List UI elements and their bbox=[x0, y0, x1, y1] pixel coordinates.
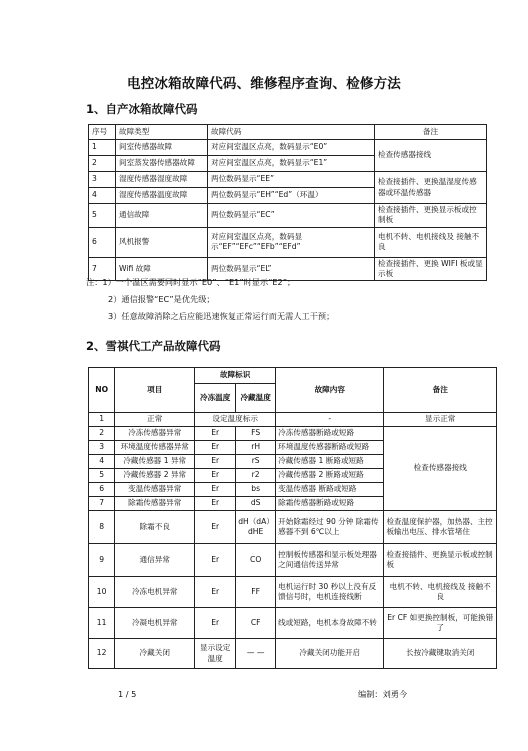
fault-code: 两位数码显示“EL” bbox=[208, 257, 375, 281]
refrig-code: — — bbox=[236, 639, 276, 669]
header-item: 项目 bbox=[115, 368, 195, 413]
freeze-code: Er bbox=[195, 455, 236, 469]
refrig-code: rS bbox=[236, 455, 276, 469]
freeze-code: Er bbox=[195, 427, 236, 441]
freeze-code: Er bbox=[195, 544, 236, 577]
fault-content: 除霜传感器断路或短路 bbox=[276, 497, 384, 511]
fault-code: 对应间室温区点亮，数码显示“E0” bbox=[208, 140, 375, 156]
fault-content: 电机运行时 30 秒以上没有反馈信号时，电机连接线断 bbox=[276, 577, 384, 608]
table-row-no: 3 bbox=[89, 441, 115, 455]
section1-heading: 1、自产冰箱故障代码 bbox=[86, 102, 198, 116]
fault-type: Wifi 故障 bbox=[116, 257, 208, 281]
fault-type: 通信故障 bbox=[116, 204, 208, 228]
fault-content: 冷藏传感器 2 断路或短路 bbox=[276, 469, 384, 483]
table-row-no: 9 bbox=[89, 544, 115, 577]
note-2: 2）通信报警“EC”是优先级； bbox=[108, 294, 215, 304]
item: 环境温度传感器异常 bbox=[115, 441, 195, 455]
note-3: 3）任意故障消除之后应能迅速恢复正常运行而无需人工干预； bbox=[108, 311, 335, 321]
header-no: 序号 bbox=[89, 125, 116, 140]
item: 除霜不良 bbox=[115, 511, 195, 544]
header-no: NO bbox=[89, 368, 115, 413]
header-fault-id: 故障标识 bbox=[195, 368, 276, 384]
header-remark: 备注 bbox=[384, 368, 497, 413]
header-freeze-temp: 冷冻温度 bbox=[195, 384, 236, 413]
refrig-code: CO bbox=[236, 544, 276, 577]
fault-content: 冷冻传感器断路或短路 bbox=[276, 427, 384, 441]
freeze-code: Er bbox=[195, 511, 236, 544]
item: 冷藏关闭 bbox=[115, 639, 195, 669]
fault-content: 变温传感器 断路或短路 bbox=[276, 483, 384, 497]
freeze-code: Er bbox=[195, 497, 236, 511]
remark-cell: 检查接插件、更换显示板或控制板 bbox=[384, 544, 497, 577]
table-row-no: 6 bbox=[89, 227, 116, 257]
table-row-no: 5 bbox=[89, 204, 116, 228]
item: 冷冻传感器异常 bbox=[115, 427, 195, 441]
remark-cell: 检查温度保护器，加热器、主控板输出电压、排水管堵住 bbox=[384, 511, 497, 544]
refrig-code: r2 bbox=[236, 469, 276, 483]
remark-cell: 电机不转、电机接线及 接触不良 bbox=[384, 577, 497, 608]
fault-content: 控制板传感器和显示板处理器之间通信传送异常 bbox=[276, 544, 384, 577]
header-remark: 备注 bbox=[375, 125, 487, 140]
freeze-code: Er bbox=[195, 608, 236, 639]
item: 冷凝电机异常 bbox=[115, 608, 195, 639]
table-row-no: 2 bbox=[89, 156, 116, 172]
author: 编制：刘勇今 bbox=[358, 689, 408, 699]
remark-cell: Er CF 如更换控制板，可能换错了 bbox=[384, 608, 497, 639]
refrig-code-line2: dHE bbox=[247, 527, 264, 536]
fault-content: 线或短路，电机本身故障不转 bbox=[276, 608, 384, 639]
fault-content: 开始除霜经过 90 分钟 除霜传感器不到 6℃以上 bbox=[276, 511, 384, 544]
note-1: 注：1）一个温区需要同时显示“E0”、“E1”时显示“E2”； bbox=[86, 277, 296, 287]
fault-content: 环境温度传感器断路或短路 bbox=[276, 441, 384, 455]
table-row-no: 5 bbox=[89, 469, 115, 483]
fault-content: - bbox=[276, 413, 384, 427]
table-row-no: 6 bbox=[89, 483, 115, 497]
remark-cell: 检查接插件、更换 WIFI 板或显示板 bbox=[375, 257, 487, 281]
table-row-no: 10 bbox=[89, 577, 115, 608]
header-code: 故障代码 bbox=[208, 125, 375, 140]
fault-id: 设定温度标示 bbox=[195, 413, 276, 427]
refrig-code: bs bbox=[236, 483, 276, 497]
document-title: 电控冰箱故障代码、维修程序查询、检修方法 bbox=[127, 76, 401, 92]
fault-code: 两位数码显示“EH”“Ed”（环温） bbox=[208, 188, 375, 204]
remark-cell: 电机不转、电机接线及 接触不良 bbox=[375, 227, 487, 257]
fault-code: 两位数码显示“EC” bbox=[208, 204, 375, 228]
fault-content: 冷藏传感器 1 断路或短路 bbox=[276, 455, 384, 469]
refrig-code: dS bbox=[236, 497, 276, 511]
oem-fault-table bbox=[88, 367, 497, 669]
fault-type: 间室传感器故障 bbox=[116, 140, 208, 156]
refrig-code: FS bbox=[236, 427, 276, 441]
item: 通信异常 bbox=[115, 544, 195, 577]
refrig-code: rH bbox=[236, 441, 276, 455]
self-produced-fault-table bbox=[88, 124, 487, 281]
remark-cell: 显示正常 bbox=[384, 413, 497, 427]
freeze-code: 显示设定温度 bbox=[195, 639, 236, 669]
header-type: 故障类型 bbox=[116, 125, 208, 140]
freeze-code: Er bbox=[195, 483, 236, 497]
remark-cell: 检查传感器接线 bbox=[375, 140, 487, 172]
fault-code: 对应间室温区点亮，数码显示“EF”“EFc”“EFb”“EFd” bbox=[208, 227, 375, 257]
table-row-no: 8 bbox=[89, 511, 115, 544]
header-content: 故障内容 bbox=[276, 368, 384, 413]
table-row-no: 7 bbox=[89, 497, 115, 511]
item: 冷冻电机异常 bbox=[115, 577, 195, 608]
table-row-no: 7 bbox=[89, 257, 116, 281]
table-row-no: 4 bbox=[89, 188, 116, 204]
item: 除霜传感器异常 bbox=[115, 497, 195, 511]
freeze-code: Er bbox=[195, 469, 236, 483]
fault-type: 湿度传感器湿度故障 bbox=[116, 172, 208, 188]
item: 冷藏传感器 1 异常 bbox=[115, 455, 195, 469]
table-row-no: 1 bbox=[89, 413, 115, 427]
table-row-no: 4 bbox=[89, 455, 115, 469]
freeze-code: Er bbox=[195, 577, 236, 608]
item: 正常 bbox=[115, 413, 195, 427]
remark-cell: 检查传感器接线 bbox=[384, 427, 497, 511]
remark-cell: 长按冷藏键取消关闭 bbox=[384, 639, 497, 669]
fault-type: 风机报警 bbox=[116, 227, 208, 257]
freeze-code: Er bbox=[195, 441, 236, 455]
fault-code: 对应间室温区点亮，数码显示“E1” bbox=[208, 156, 375, 172]
page-number: 1 / 5 bbox=[118, 689, 137, 699]
fault-content: 冷藏关闭功能开启 bbox=[276, 639, 384, 669]
remark-cell: 检查接插件、更换显示板或控制板 bbox=[375, 204, 487, 228]
table-row-no: 2 bbox=[89, 427, 115, 441]
notes bbox=[86, 274, 334, 325]
item: 冷藏传感器 2 异常 bbox=[115, 469, 195, 483]
refrig-code: CF bbox=[236, 608, 276, 639]
remark-cell: 检查接插件、更换温湿度传感器或环温传感器 bbox=[375, 172, 487, 204]
table-row-no: 11 bbox=[89, 608, 115, 639]
fault-code: 两位数码显示“EE” bbox=[208, 172, 375, 188]
table-row-no: 1 bbox=[89, 140, 116, 156]
refrig-code: FF bbox=[236, 577, 276, 608]
fault-type: 间室蒸发器传感器故障 bbox=[116, 156, 208, 172]
refrig-code-line1: dH（dA） bbox=[238, 516, 274, 526]
table-row-no: 12 bbox=[89, 639, 115, 669]
section2-heading: 2、雪祺代工产品故障代码 bbox=[86, 339, 221, 353]
item: 变温传感器异常 bbox=[115, 483, 195, 497]
refrig-code bbox=[236, 511, 276, 544]
table-row-no: 3 bbox=[89, 172, 116, 188]
fault-type: 湿度传感器温度故障 bbox=[116, 188, 208, 204]
header-refrig-temp: 冷藏温度 bbox=[236, 384, 276, 413]
